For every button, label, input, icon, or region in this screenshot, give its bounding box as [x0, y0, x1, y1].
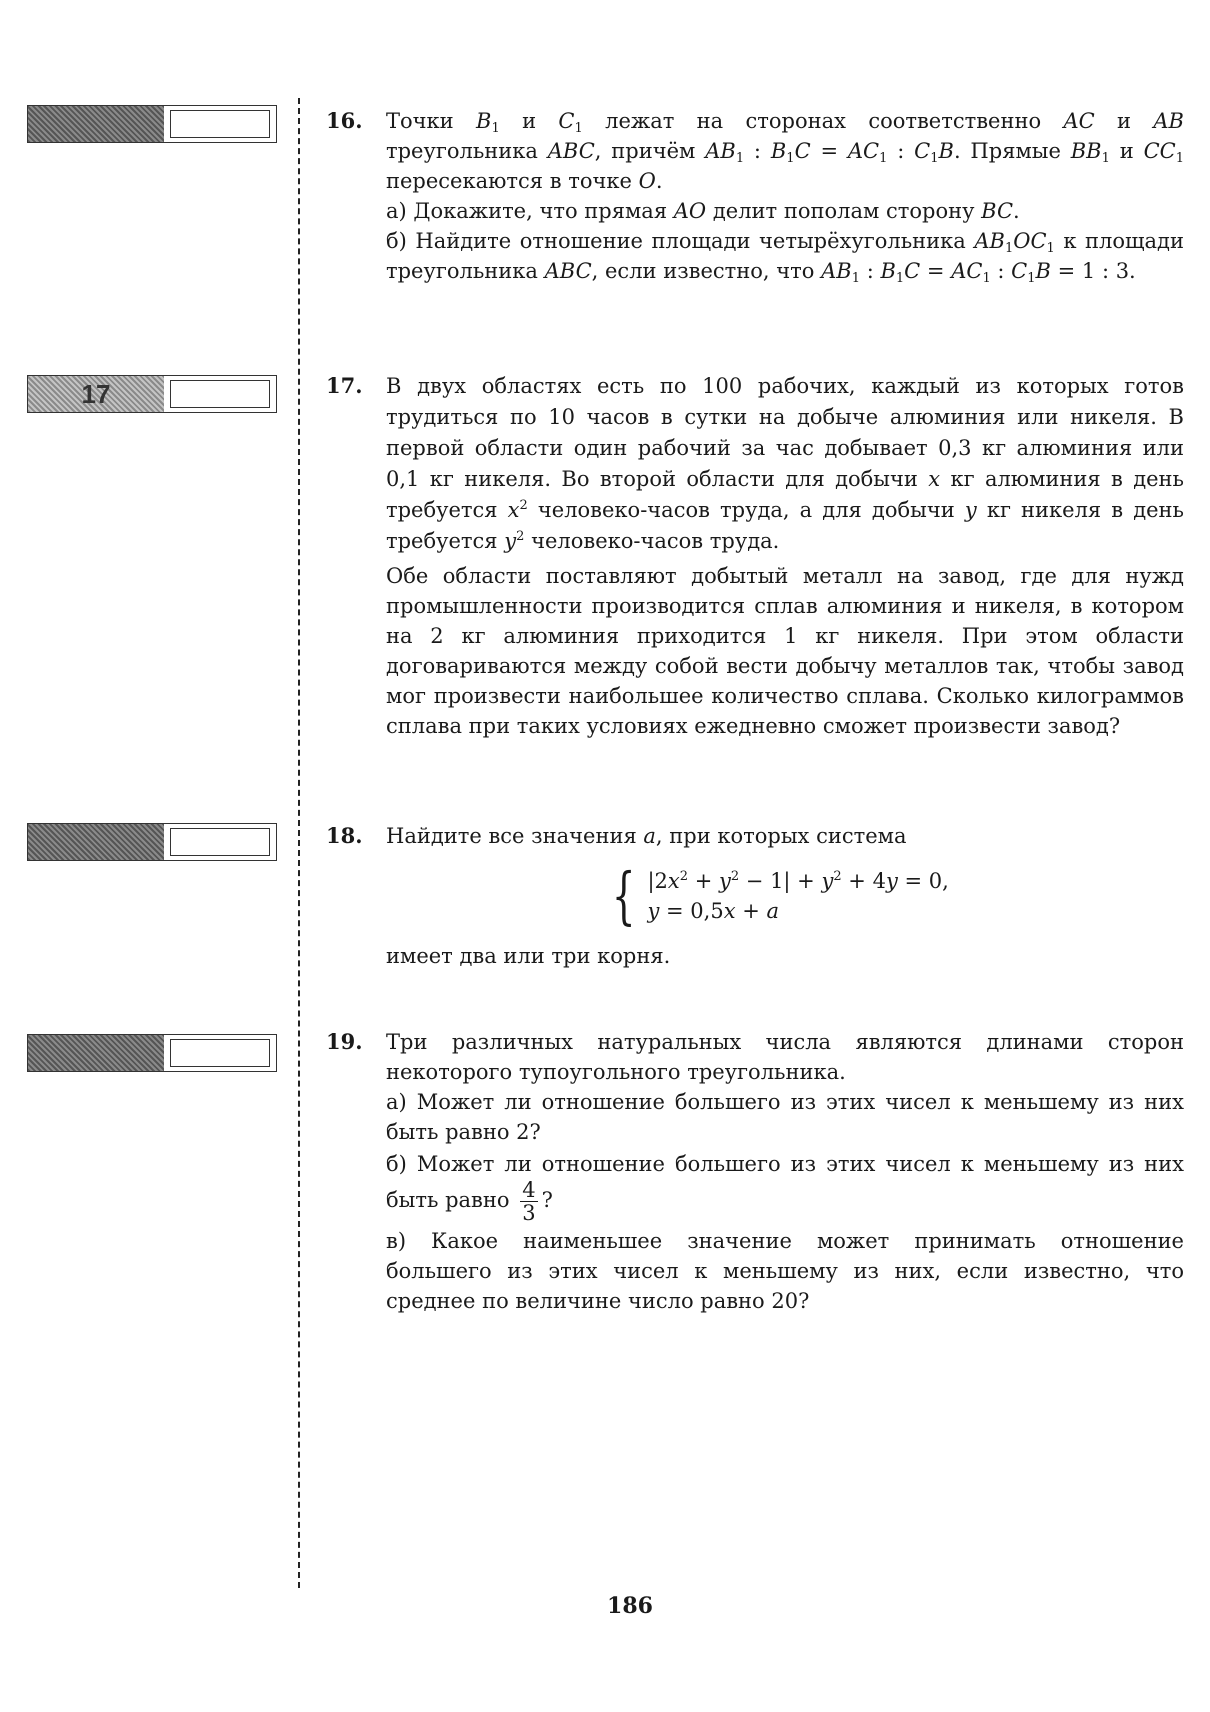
answer-field[interactable] — [170, 380, 270, 408]
equation-1: $|2x^2 + y^2 - 1| + y^2 + 4y = 0$, — [647, 869, 949, 893]
answer-box-number — [28, 106, 164, 142]
task-16-part-a: а) Докажите, что прямая AO делит пополам сторону BC. — [386, 199, 1020, 223]
brace-icon: { — [611, 859, 636, 932]
answer-box-19 — [27, 1034, 277, 1072]
fraction-four-thirds: $\frac{4}{3}$ — [522, 1178, 536, 1225]
answer-box-number — [28, 824, 164, 860]
margin-dashed-line — [298, 98, 300, 1588]
task-16 — [326, 106, 1184, 286]
task-number: 16. — [326, 108, 363, 133]
task-19-intro: Три различных натуральных числа являются длинами сторон некоторого тупоугольного треугольника. — [386, 1030, 1184, 1084]
task-19-part-c: в) Какое наименьшее значение может принимать отношение большего из этих чисел к меньшему из них, если известно, что среднее по величине число равно 20? — [386, 1229, 1184, 1313]
task-18-outro: имеет два или три корня. — [386, 944, 671, 968]
task-number: 17. — [326, 373, 363, 398]
answer-box-17 — [27, 375, 277, 413]
answer-field[interactable] — [170, 110, 270, 138]
equation-system — [604, 859, 1184, 932]
task-18 — [326, 821, 1184, 971]
answer-box-18 — [27, 823, 277, 861]
answer-box-16 — [27, 105, 277, 143]
task-18-intro: Найдите все значения a, при которых система — [386, 824, 907, 848]
task-19-part-b: б) Может ли отношение большего из этих чисел к меньшему из них быть равно $\frac{4}{3}$ ? — [386, 1152, 1184, 1225]
task-17-paragraph-1: В двух областях есть по 100 рабочих, каждый из которых готов трудиться по 10 часов в сутки на добыче алюминия или никеля. В первой области один рабочий за час добывает 0,3 кг алюминия или 0,1 кг никеля. Во второй области для добычи x кг алюминия в день требуется $x^2$ человеко-часов труда, а для добычи y кг никеля в день требуется $y^2$ человеко-часов труда. — [386, 374, 1184, 553]
task-number: 18. — [326, 823, 363, 848]
answer-field[interactable] — [170, 1039, 270, 1067]
task-number: 19. — [326, 1029, 363, 1054]
task-16-part-b: б) Найдите отношение площади четырёхугольника $AB_1OC_1$ к площади треугольника ABC, если известно, что $AB_1$ : $B_1C = AC_1$ : $C_1B = 1$ : 3. — [386, 229, 1184, 286]
task-19-part-a: а) Может ли отношение большего из этих чисел к меньшему из них быть равно 2? — [386, 1090, 1184, 1144]
task-19 — [326, 1027, 1184, 1316]
task-17 — [326, 371, 1184, 741]
task-17-paragraph-2: Обе области поставляют добытый металл на завод, где для нужд промышленности производится сплав алюминия и никеля, в котором на 2 кг алюминия приходится 1 кг никеля. При этом области договариваются между собой вести добычу металлов так, чтобы завод мог произвести наибольшее количество сплава. Сколько килограммов сплава при таких условиях ежедневно сможет произвести завод? — [386, 564, 1184, 738]
page-number: 186 — [607, 1593, 653, 1619]
equation-2: y = 0,5x + a — [647, 899, 780, 923]
task-16-statement: Точки $B_1$ и $C_1$ лежат на сторонах соответственно AC и AB треугольника ABC, причём $AB_1$ : $B_1C = AC_1$ : $C_1B$. Прямые $BB_1$ и $CC_1$ пересекаются в точке O. — [386, 109, 1184, 193]
answer-field[interactable] — [170, 828, 270, 856]
answer-box-number — [28, 1035, 164, 1071]
answer-box-number: 17 — [28, 376, 164, 412]
